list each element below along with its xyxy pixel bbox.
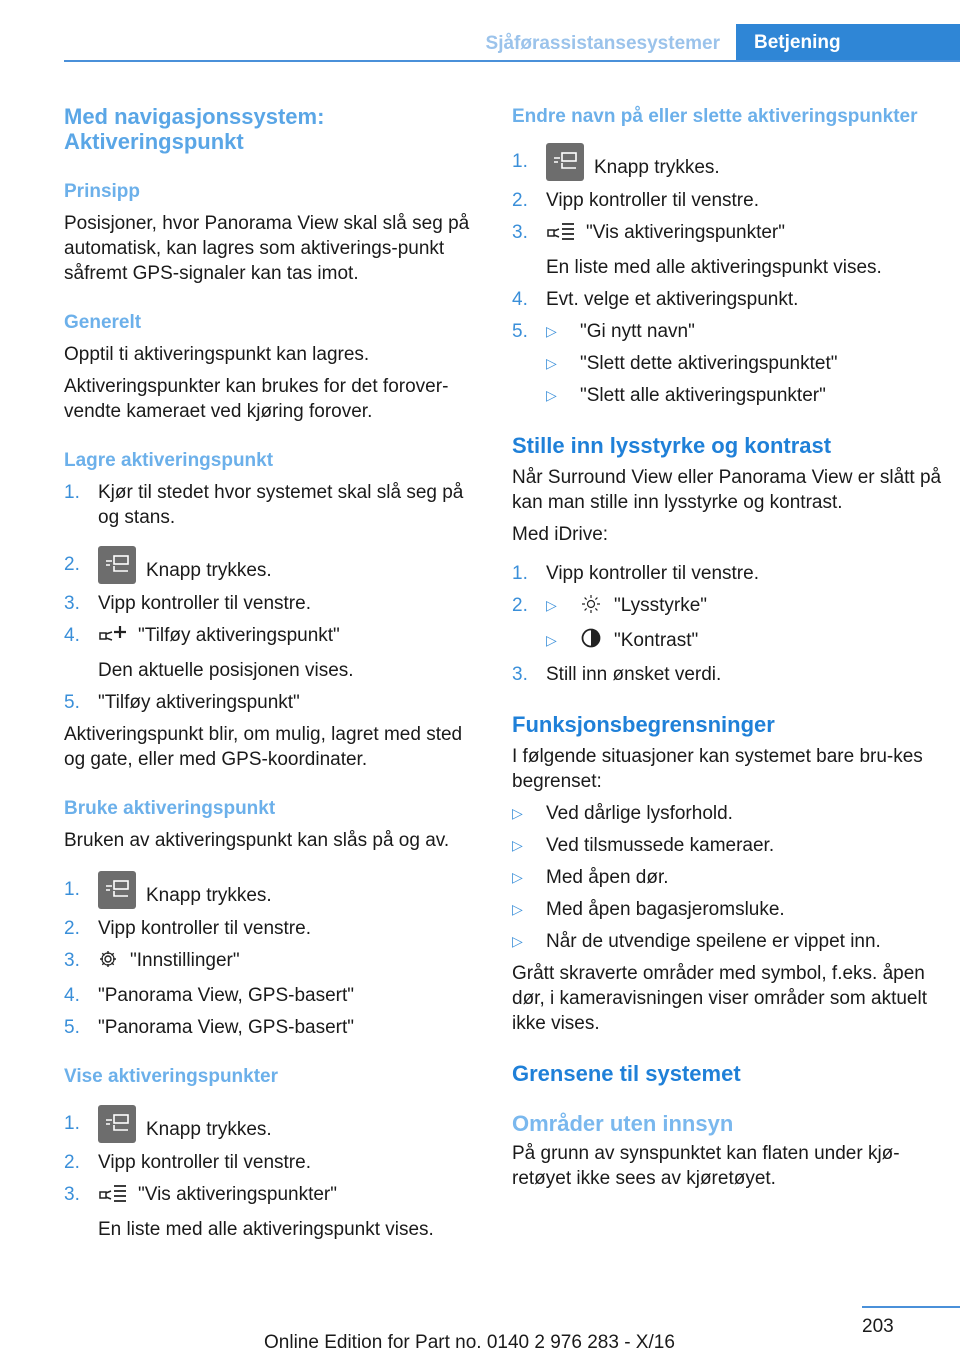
list-text: "Slett dette aktiveringspunktet": [580, 353, 838, 374]
list-num: 2.: [512, 595, 528, 616]
list-item: [64, 871, 484, 909]
page-number: 203: [862, 1316, 894, 1337]
bullet-triangle-icon: ▷: [512, 901, 523, 917]
footer-edition: Online Edition for Part no. 0140 2 976 283 - X/16: [264, 1332, 675, 1353]
list-item: [512, 833, 942, 858]
list-lagre: [64, 480, 484, 715]
right-column: [512, 104, 942, 1191]
list-num: 5.: [64, 692, 80, 713]
list-item: [512, 929, 942, 954]
list-item: [64, 591, 484, 616]
text-omrader: På grunn av synspunktet kan flaten under kjø-retøyet ikke sees av kjøretøyet.: [512, 1143, 900, 1189]
heading-lagre: Lagre aktiveringspunkt: [64, 450, 274, 471]
list-num: 3.: [512, 664, 528, 685]
list-num: 3.: [512, 222, 528, 243]
list-text: "Vis aktiveringspunkter": [586, 222, 786, 243]
list-text: "Tilføy aktiveringspunkt": [138, 625, 340, 646]
heading-grensene: Grensene til systemet: [512, 1061, 741, 1086]
list-item: [512, 287, 942, 312]
list-text: Vipp kontroller til venstre.: [546, 190, 759, 211]
list-text: Knapp trykkes.: [594, 157, 720, 178]
list-item: [64, 546, 484, 584]
list-num: 2.: [512, 190, 528, 211]
list-points-icon: [546, 221, 574, 248]
heading-lysstyrke: Stille inn lysstyrke og kontrast: [512, 433, 832, 458]
list-text: "Gi nytt navn": [580, 321, 695, 342]
text-lys-1: Når Surround View eller Panorama View er slått på kan man stille inn lysstyrke og kontrast.: [512, 467, 942, 513]
list-item: [64, 690, 484, 715]
heading-bruke: Bruke aktiveringspunkt: [64, 798, 276, 819]
list-num: 4.: [64, 985, 80, 1006]
list-text: Ved dårlige lysforhold.: [546, 803, 733, 824]
list-num: 3.: [64, 1184, 80, 1205]
bullet-triangle-icon: ▷: [546, 597, 557, 613]
sub-list-item: [512, 383, 942, 408]
list-item: [512, 561, 942, 586]
list-item-continuation: En liste med alle aktiveringspunkt vises.: [546, 257, 882, 278]
list-body: [580, 593, 942, 621]
list-text: Vipp kontroller til venstre.: [98, 593, 311, 614]
list-text: Kjør til stedet hvor systemet skal slå seg på og stans.: [98, 482, 464, 528]
list-text: Knapp trykkes.: [146, 560, 272, 581]
list-item: [512, 188, 942, 213]
list-item: [512, 220, 942, 248]
list-body: [98, 1182, 484, 1210]
list-num: 2.: [64, 554, 80, 575]
list-item: [64, 480, 484, 530]
sub-list-item: [512, 351, 942, 376]
bullet-triangle-icon: ▷: [512, 837, 523, 853]
list-item: [512, 593, 942, 621]
list-body: [98, 1105, 484, 1143]
list-text: "Panorama View, GPS-basert": [98, 985, 355, 1006]
list-item: [64, 1015, 484, 1040]
list-num: 4.: [512, 289, 528, 310]
bullet-triangle-icon: ▷: [546, 355, 557, 371]
list-text: Med åpen bagasjeromsluke.: [546, 899, 785, 920]
text-generelt-2: Aktiveringspunkter kan brukes for det forover-vendte kameraet ved kjøring forover.: [64, 376, 449, 422]
list-num: 1.: [64, 879, 80, 900]
list-item: [512, 319, 942, 344]
list-text: Vipp kontroller til venstre.: [98, 918, 311, 939]
text-bruke: Bruken av aktiveringspunkt kan slås på og av.: [64, 830, 450, 851]
bullet-triangle-icon: ▷: [512, 805, 523, 821]
bullet-triangle-icon: ▷: [546, 632, 557, 648]
list-num: 5.: [64, 1017, 80, 1038]
heading-funksjonsbegrensninger: Funksjonsbegrensninger: [512, 712, 775, 737]
list-points-icon: [98, 1183, 126, 1210]
list-text: Vipp kontroller til venstre.: [546, 563, 759, 584]
list-item: [64, 1150, 484, 1175]
list-item: [64, 1105, 484, 1143]
list-text: Knapp trykkes.: [146, 885, 272, 906]
list-vise: [64, 1105, 484, 1242]
list-funk: [512, 801, 942, 954]
list-item: [64, 983, 484, 1008]
sub-list-item: [512, 628, 942, 655]
header-section-title: Sjåførassistansesystemer: [485, 33, 720, 54]
list-text: "Panorama View, GPS-basert": [98, 1017, 355, 1038]
camera-button-icon: [98, 1105, 136, 1143]
text-lagre-after: Aktiveringspunkt blir, om mulig, lagret med sted og gate, eller med GPS-koordinater.: [64, 724, 463, 770]
list-text: "Innstillinger": [130, 950, 240, 971]
list-body: [98, 623, 484, 651]
bullet-triangle-icon: ▷: [512, 933, 523, 949]
list-endre: [512, 143, 942, 408]
footer-rule: [862, 1306, 960, 1308]
list-num: 2.: [64, 1152, 80, 1173]
list-text: Når de utvendige speilene er vippet inn.: [546, 931, 881, 952]
gear-icon: [98, 949, 118, 976]
heading-endre: Endre navn på eller slette aktiveringspunkter: [512, 106, 918, 127]
bullet-triangle-icon: ▷: [512, 869, 523, 885]
list-body: [98, 871, 484, 909]
text-funk: I følgende situasjoner kan systemet bare bru-kes begrenset:: [512, 746, 923, 792]
text-prinsipp: Posisjoner, hvor Panorama View skal slå seg på automatisk, kan lagres som aktiverings-punkt såfremt GPS-signaler kan tas imot.: [64, 213, 470, 284]
list-body: [546, 143, 942, 181]
list-text: Med åpen dør.: [546, 867, 669, 888]
list-item: [512, 897, 942, 922]
list-item: [512, 801, 942, 826]
list-text: "Vis aktiveringspunkter": [138, 1184, 338, 1205]
header-rule: [64, 60, 960, 62]
list-lys: [512, 561, 942, 687]
list-text: "Tilføy aktiveringspunkt": [98, 692, 300, 713]
text-lys-2: Med iDrive:: [512, 524, 609, 545]
heading-generelt: Generelt: [64, 312, 142, 333]
list-item: [64, 1182, 484, 1210]
heading-omrader: Områder uten innsyn: [512, 1111, 734, 1136]
text-generelt-1: Opptil ti aktiveringspunkt kan lagres.: [64, 344, 370, 365]
heading-prinsipp: Prinsipp: [64, 181, 141, 202]
list-text: "Lysstyrke": [614, 595, 708, 616]
list-num: 1.: [64, 482, 80, 503]
list-num: 1.: [64, 1113, 80, 1134]
list-text: Ved tilsmussede kameraer.: [546, 835, 775, 856]
list-text: Vipp kontroller til venstre.: [98, 1152, 311, 1173]
list-num: 2.: [64, 918, 80, 939]
list-item: [512, 865, 942, 890]
list-num: 1.: [512, 151, 528, 172]
camera-button-icon: [546, 143, 584, 181]
list-text: Knapp trykkes.: [146, 1119, 272, 1140]
camera-button-icon: [98, 871, 136, 909]
bullet-triangle-icon: ▷: [546, 387, 557, 403]
brightness-icon: [580, 594, 602, 621]
list-item: [64, 948, 484, 976]
camera-button-icon: [98, 546, 136, 584]
list-num: 1.: [512, 563, 528, 584]
list-bruke: [64, 871, 484, 1040]
list-num: 3.: [64, 950, 80, 971]
list-item: [512, 143, 942, 181]
list-body: [98, 546, 484, 584]
list-num: 4.: [64, 625, 80, 646]
list-num: 5.: [512, 321, 528, 342]
bullet-triangle-icon: ▷: [546, 323, 557, 339]
text-funk-after: Grått skraverte områder med symbol, f.eks. åpen dør, i kameravisningen viser områder som aktuelt ikke vises.: [512, 963, 927, 1034]
list-text: "Kontrast": [614, 630, 699, 651]
list-item: [512, 662, 942, 687]
contrast-icon: [580, 628, 602, 655]
add-point-icon: [98, 624, 126, 651]
list-text: Still inn ønsket verdi.: [546, 664, 722, 685]
section-title-aktiveringspunkt: Med navigasjonssystem: Aktiveringspunkt: [64, 104, 325, 154]
list-item-continuation: En liste med alle aktiveringspunkt vises.: [98, 1219, 434, 1240]
list-body: [98, 948, 484, 976]
list-text: "Slett alle aktiveringspunkter": [580, 385, 826, 406]
list-item-continuation: Den aktuelle posisjonen vises.: [98, 660, 354, 681]
list-num: 3.: [64, 593, 80, 614]
header-tab: Betjening: [736, 24, 960, 62]
list-item: [64, 916, 484, 941]
left-column: [64, 104, 484, 1242]
list-body: [546, 220, 942, 248]
heading-vise: Vise aktiveringspunkter: [64, 1066, 279, 1087]
list-item: [64, 623, 484, 651]
list-text: Evt. velge et aktiveringspunkt.: [546, 289, 799, 310]
